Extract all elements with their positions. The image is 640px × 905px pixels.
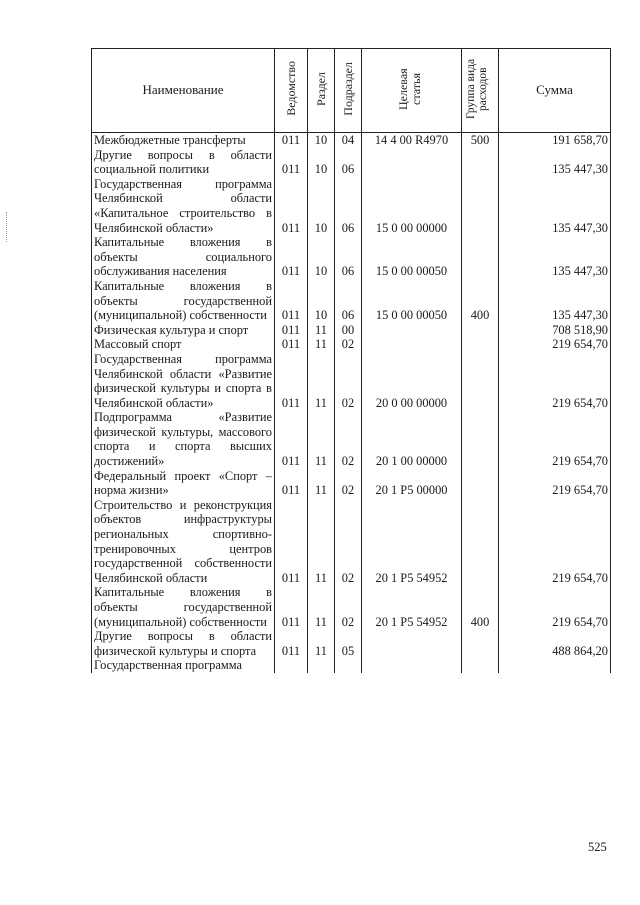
row-article xyxy=(362,658,462,673)
row-article: 20 1 P5 00000 xyxy=(362,469,462,498)
row-article: 15 0 00 00050 xyxy=(362,235,462,279)
row-name: Капитальные вложения в объекты государственной (муниципальной) собственности xyxy=(92,585,275,629)
row-section: 11 xyxy=(308,337,335,352)
row-sum: 219 654,70 xyxy=(499,498,611,586)
margin-marks xyxy=(6,212,9,242)
header-subsection-label: Подраздел xyxy=(340,61,355,116)
row-article: 14 4 00 R4970 xyxy=(362,133,462,148)
row-name: Подпрограмма «Развитие физической культуры, массового спорта и спорта высших достижений» xyxy=(92,410,275,468)
row-expense-group: 500 xyxy=(462,133,499,148)
header-department xyxy=(275,49,308,133)
row-department: 011 xyxy=(275,469,308,498)
row-name: Физическая культура и спорт xyxy=(92,323,275,338)
row-department: 011 xyxy=(275,133,308,148)
row-subsection: 02 xyxy=(335,352,362,410)
table-row xyxy=(92,148,611,177)
header-name: Наименование xyxy=(92,49,275,133)
row-article: 15 0 00 00050 xyxy=(362,279,462,323)
row-sum: 135 447,30 xyxy=(499,177,611,235)
row-article xyxy=(362,323,462,338)
row-section: 10 xyxy=(308,177,335,235)
row-department xyxy=(275,658,308,673)
row-expense-group xyxy=(462,629,499,658)
row-sum: 219 654,70 xyxy=(499,585,611,629)
row-subsection: 02 xyxy=(335,585,362,629)
row-article: 20 1 P5 54952 xyxy=(362,585,462,629)
row-name: Межбюджетные трансферты xyxy=(92,133,275,148)
row-expense-group xyxy=(462,323,499,338)
row-department: 011 xyxy=(275,585,308,629)
row-subsection: 06 xyxy=(335,279,362,323)
row-name: Капитальные вложения в объекты социального обслуживания населения xyxy=(92,235,275,279)
row-expense-group xyxy=(462,148,499,177)
row-subsection: 02 xyxy=(335,469,362,498)
table-row xyxy=(92,279,611,323)
row-sum: 708 518,90 xyxy=(499,323,611,338)
row-subsection: 06 xyxy=(335,235,362,279)
row-section: 11 xyxy=(308,585,335,629)
row-name: Другие вопросы в области социальной политики xyxy=(92,148,275,177)
row-department: 011 xyxy=(275,148,308,177)
row-sum: 219 654,70 xyxy=(499,352,611,410)
header-sum: Сумма xyxy=(499,49,611,133)
row-article: 20 1 P5 54952 xyxy=(362,498,462,586)
row-sum: 135 447,30 xyxy=(499,279,611,323)
row-expense-group xyxy=(462,469,499,498)
header-section-label: Раздел xyxy=(313,71,328,106)
row-section: 11 xyxy=(308,352,335,410)
row-sum: 191 658,70 xyxy=(499,133,611,148)
budget-table xyxy=(91,48,611,673)
row-subsection: 02 xyxy=(335,337,362,352)
row-department: 011 xyxy=(275,235,308,279)
header-expense-group xyxy=(462,49,499,133)
table-row xyxy=(92,629,611,658)
table-row xyxy=(92,177,611,235)
row-subsection: 02 xyxy=(335,498,362,586)
row-subsection: 06 xyxy=(335,177,362,235)
row-subsection: 02 xyxy=(335,410,362,468)
row-expense-group xyxy=(462,352,499,410)
table-row xyxy=(92,410,611,468)
row-article: 20 1 00 00000 xyxy=(362,410,462,468)
row-article: 15 0 00 00000 xyxy=(362,177,462,235)
row-sum xyxy=(499,658,611,673)
header-subsection xyxy=(335,49,362,133)
row-expense-group: 400 xyxy=(462,585,499,629)
row-sum: 219 654,70 xyxy=(499,469,611,498)
table-row xyxy=(92,352,611,410)
row-section: 10 xyxy=(308,235,335,279)
row-name: Массовый спорт xyxy=(92,337,275,352)
row-name: Государственная программа Челябинской области «Развитие физической культуры и спорта в Челябинской области» xyxy=(92,352,275,410)
row-name: Федеральный проект «Спорт – норма жизни» xyxy=(92,469,275,498)
row-subsection xyxy=(335,658,362,673)
row-section: 11 xyxy=(308,410,335,468)
row-section: 11 xyxy=(308,469,335,498)
row-sum: 488 864,20 xyxy=(499,629,611,658)
header-expense-group-label: Группа вида расходов xyxy=(465,58,489,119)
row-sum: 135 447,30 xyxy=(499,148,611,177)
row-expense-group: 400 xyxy=(462,279,499,323)
table-row xyxy=(92,133,611,148)
table-row xyxy=(92,498,611,586)
page-number: 525 xyxy=(588,840,607,854)
header-section xyxy=(308,49,335,133)
table-row xyxy=(92,323,611,338)
table-row xyxy=(92,235,611,279)
header-article xyxy=(362,49,462,133)
row-department: 011 xyxy=(275,177,308,235)
row-expense-group xyxy=(462,235,499,279)
row-section: 11 xyxy=(308,323,335,338)
row-name: Строительство и реконструкция объектов инфраструктуры региональных спортивно-тренировочных центров государственной собственности Челябинской области xyxy=(92,498,275,586)
row-section: 11 xyxy=(308,629,335,658)
table-row xyxy=(92,585,611,629)
row-subsection: 06 xyxy=(335,148,362,177)
row-section: 11 xyxy=(308,498,335,586)
table-body xyxy=(92,133,611,673)
row-expense-group xyxy=(462,337,499,352)
row-name: Государственная программа xyxy=(92,658,275,673)
row-section: 10 xyxy=(308,279,335,323)
row-sum: 219 654,70 xyxy=(499,410,611,468)
row-department: 011 xyxy=(275,498,308,586)
row-department: 011 xyxy=(275,629,308,658)
row-name: Другие вопросы в области физической культуры и спорта xyxy=(92,629,275,658)
row-article xyxy=(362,337,462,352)
header-article-label: Целевая статья xyxy=(395,67,423,110)
row-expense-group xyxy=(462,658,499,673)
row-department: 011 xyxy=(275,279,308,323)
row-subsection: 04 xyxy=(335,133,362,148)
row-subsection: 00 xyxy=(335,323,362,338)
table-row xyxy=(92,337,611,352)
table-row xyxy=(92,658,611,673)
row-sum: 135 447,30 xyxy=(499,235,611,279)
row-expense-group xyxy=(462,498,499,586)
row-section xyxy=(308,658,335,673)
row-department: 011 xyxy=(275,337,308,352)
row-expense-group xyxy=(462,177,499,235)
row-sum: 219 654,70 xyxy=(499,337,611,352)
row-name: Капитальные вложения в объекты государственной (муниципальной) собственности xyxy=(92,279,275,323)
row-subsection: 05 xyxy=(335,629,362,658)
row-article xyxy=(362,629,462,658)
row-article xyxy=(362,148,462,177)
row-expense-group xyxy=(462,410,499,468)
row-department: 011 xyxy=(275,352,308,410)
row-article: 20 0 00 00000 xyxy=(362,352,462,410)
table-header xyxy=(92,49,611,133)
row-department: 011 xyxy=(275,410,308,468)
table-row xyxy=(92,469,611,498)
row-name: Государственная программа Челябинской области «Капитальное строительство в Челябинской области» xyxy=(92,177,275,235)
row-section: 10 xyxy=(308,148,335,177)
row-section: 10 xyxy=(308,133,335,148)
row-department: 011 xyxy=(275,323,308,338)
header-department-label: Ведомство xyxy=(283,61,298,117)
